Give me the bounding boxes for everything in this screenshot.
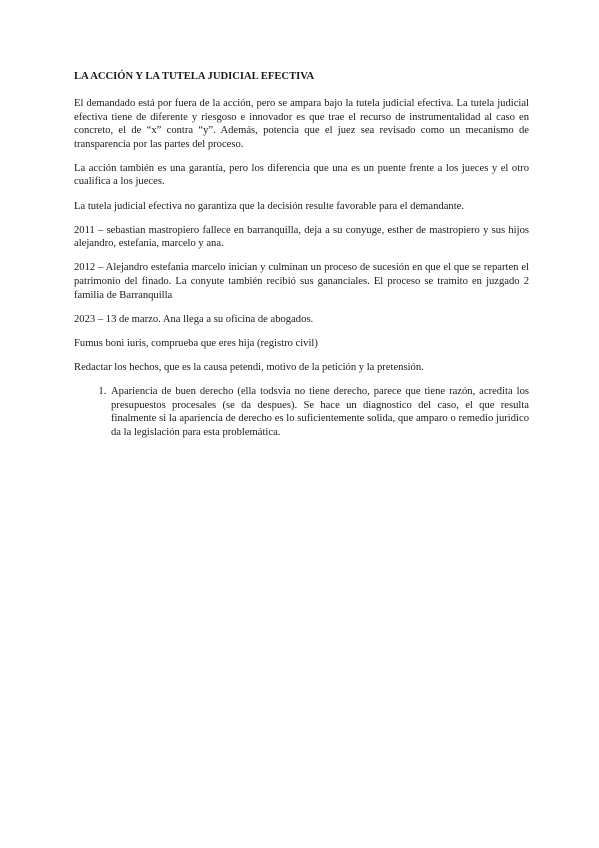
paragraph-2023: 2023 – 13 de marzo. Ana llega a su oficina de abogados.: [74, 313, 314, 325]
paragraph-2012: 2012 – Alejandro estefania marcelo inician y culminan un proceso de sucesión en que el que se reparten el patrimonio del finado. La conyute también recibió sus gananciales. El proceso se tramito en juzgado 2 familia de Barranquilla: [74, 262, 529, 301]
list-item: 1. Apariencia de buen derecho (ella todsvia no tiene derecho, parece que tiene razón, acredita los presupuestos procesales (se da despues). Se hace un diagnostico del caso, el que resulta finalmente si la apariencia de derecho es lo suficientemente solida, que amparo o remedio juridico da la legislación para esta problemática.: [109, 385, 529, 439]
paragraph-tutela-no-garantiza: La tutela judicial efectiva no garantiza que la decisión resulte favorable para el demandante.: [74, 200, 465, 212]
document-title: LA ACCIÓN Y LA TUTELA JUDICIAL EFECTIVA: [74, 71, 315, 82]
paragraph-tutela-intro: El demandado está por fuera de la acción, pero se ampara bajo la tutela judicial efectiva. La tutela judicial efectiva tiene de diferente y riesgoso e innovador es que trae el recurso de instrumentalidad al caso en concreto, el de “x” contra “y”. Además, potencia que el juez sea revisado como un mecanismo de transparencia por las partes del proceso.: [74, 98, 529, 150]
numbered-list: [74, 385, 529, 439]
paragraph-fumus-boni-iuris: Fumus boni iuris, comprueba que eres hija (registro civil): [74, 337, 318, 349]
paragraph-redactar-hechos: Redactar los hechos, que es la causa petendi, motivo de la petición y la pretensión.: [74, 361, 424, 373]
paragraph-2011: 2011 – sebastian mastropiero fallece en barranquilla, deja a su conyuge, esther de mastropiero y sus hijos alejandro, estefania, marcelo y ana.: [74, 224, 529, 250]
paragraph-accion-garantia: La acción también es una garantía, pero los diferencia que una es un puente frente a los jueces y el otro cualifica a los jueces.: [74, 162, 529, 188]
